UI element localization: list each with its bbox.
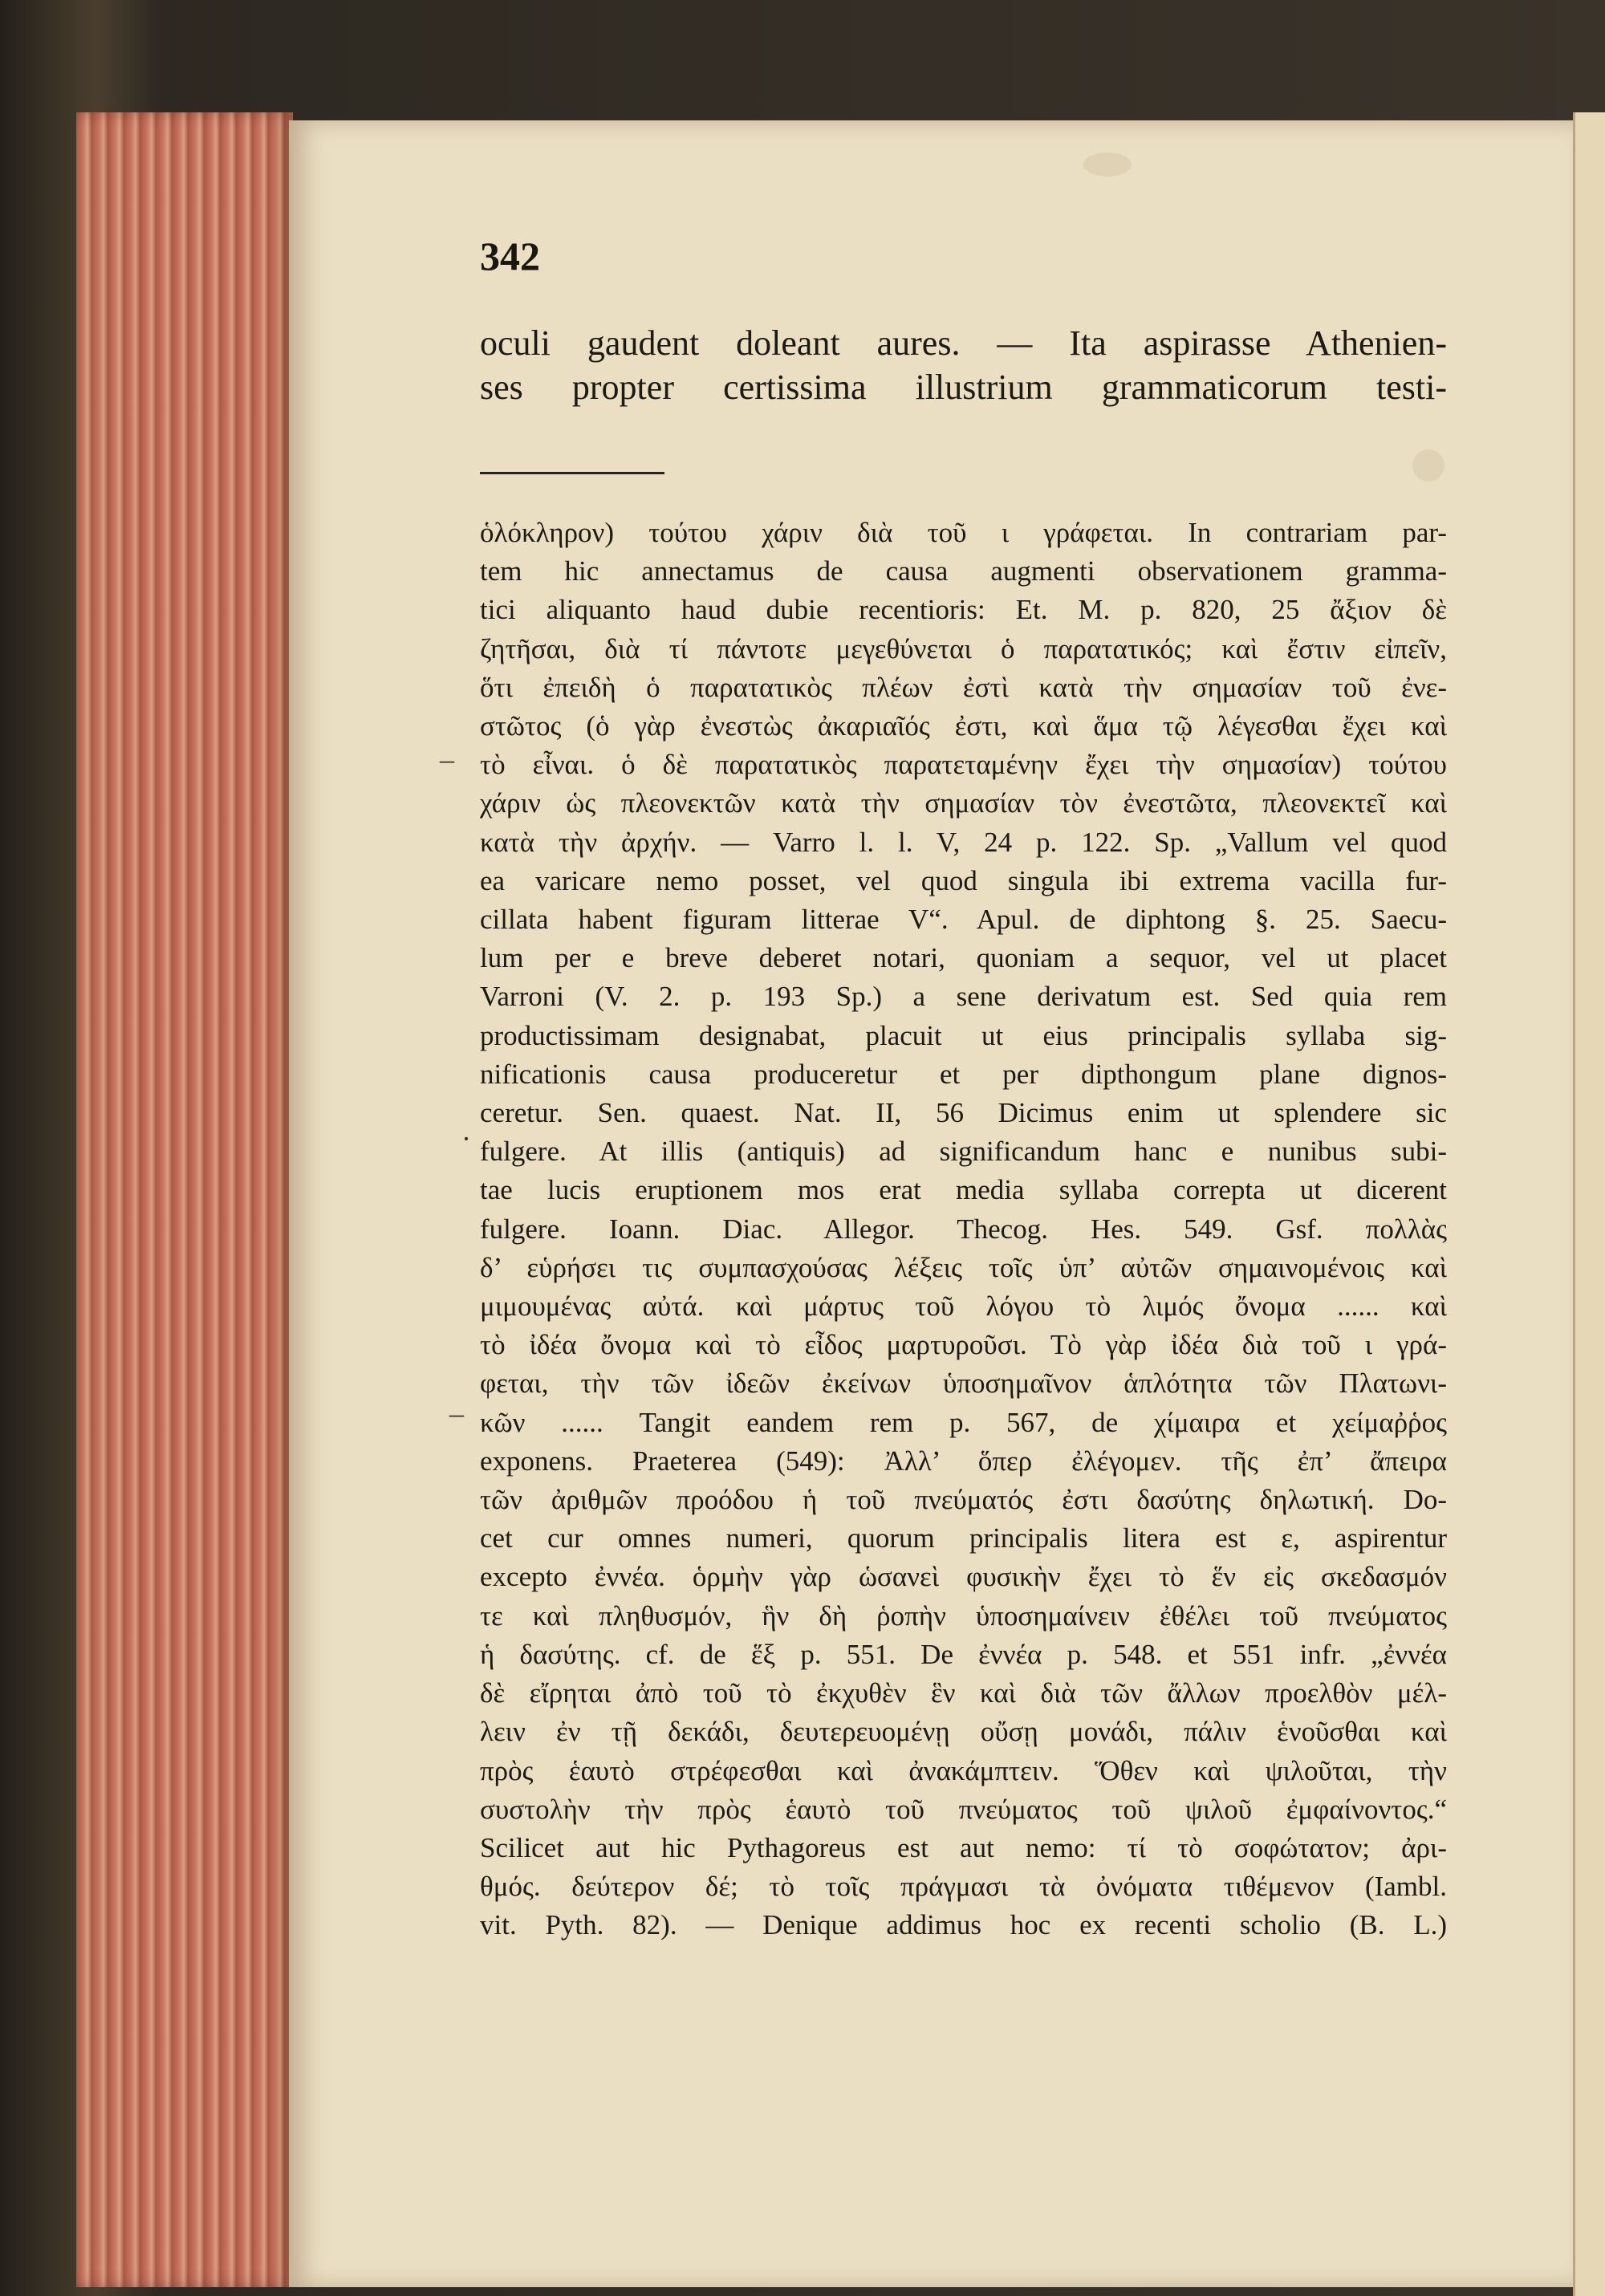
footnote-separator: [480, 472, 664, 474]
margin-dash: –: [449, 1397, 464, 1429]
footnote-line: τε καὶ πληθυσμόν, ἣν δὴ ῥοπὴν ὑποσημαίνειν ἐθέλει τοῦ πνεύματος: [480, 1599, 1447, 1632]
margin-dash: –: [440, 743, 454, 775]
footnote-line: tae lucis eruptionem mos erat media syllaba correpta ut dicerent: [480, 1174, 1447, 1206]
footnote-line: πρὸς ἑαυτὸ στρέφεσθαι καὶ ἀνακάμπτειν. Ὅθεν καὶ ψιλοῦται, τὴν: [480, 1754, 1447, 1786]
footnote-line: χάριν ὡς πλεονεκτῶν κατὰ τὴν σημασίαν τὸν ἐνεστῶτα, πλεονεκτεῖ καὶ: [480, 787, 1447, 819]
footnote-line: στῶτος (ὁ γὰρ ἐνεστὼς ἀκαριαῖός ἐστι, καὶ ἅμα τῷ λέγεσθαι ἔχει καὶ: [480, 710, 1447, 742]
book-page-edges: [76, 112, 293, 2287]
main-text: [480, 321, 1447, 409]
footnote-line: fulgere. At illis (antiquis) ad significandum hanc e nunibus subi-: [480, 1136, 1447, 1168]
margin-dash: ·: [461, 1123, 471, 1155]
footnote-line: ζητῆσαι, διὰ τί πάντοτε μεγεθύνεται ὁ παρατατικός; καὶ ἔστιν εἰπεῖν,: [480, 632, 1447, 664]
footnote-line: ὁλόκληρον) τούτου χάριν διὰ τοῦ ι γράφεται. In contrariam par-: [480, 517, 1447, 548]
footnote-line: τῶν ἀριθμῶν προόδου ἡ τοῦ πνεύματός ἐστι δασύτης δηλωτική. Do-: [480, 1484, 1447, 1516]
footnote-line: tici aliquanto haud dubie recentioris: Et. M. p. 820, 25 ἄξιον δὲ: [480, 594, 1447, 626]
footnote-line: κῶν ...... Tangit eandem rem p. 567, de χίμαιρα et χείμαῤῥος: [480, 1406, 1447, 1438]
footnote-line: cet cur omnes numeri, quorum principalis litera est ε, aspirentur: [480, 1522, 1447, 1554]
footnote-line: θμός. δεύτερον δέ; τὸ τοῖς πράγμασι τὰ ὀνόματα τιθέμενον (Iambl.: [480, 1871, 1447, 1903]
footnote-line: φεται, τὴν τῶν ἰδεῶν ἐκείνων ὑποσημαῖνον ἁπλότητα τῶν Πλατωνι-: [480, 1367, 1447, 1400]
footnote-line: ὅτι ἐπειδὴ ὁ παρατατικὸς πλέων ἐστὶ κατὰ τὴν σημασίαν τοῦ ἐνε-: [480, 671, 1447, 703]
main-text-line: ses propter certissima illustrium grammaticorum testi-: [480, 368, 1447, 407]
footnote-line: tem hic annectamus de causa augmenti observationem gramma-: [480, 555, 1447, 587]
footnote-line: Varroni (V. 2. p. 193 Sp.) a sene derivatum est. Sed quia rem: [480, 981, 1447, 1013]
footnote-line: lum per e breve deberet notari, quoniam a sequor, vel ut placet: [480, 942, 1447, 974]
facing-page-strip: [1573, 112, 1605, 2296]
footnote-line: excepto ἐννέα. ὁρμὴν γὰρ ὡσανεὶ φυσικὴν ἔχει τὸ ἕν εἰς σκεδασμόν: [480, 1561, 1447, 1593]
footnote-line: τὸ ἰδέα ὄνομα καὶ τὸ εἶδος μαρτυροῦσι. Τὸ γὰρ ἰδέα διὰ τοῦ ι γρά-: [480, 1329, 1447, 1361]
footnote-text: [480, 514, 1447, 1945]
footnote-line: λειν ἐν τῇ δεκάδι, δευτερευομένῃ οὔσῃ μονάδι, πάλιν ἑνοῦσθαι καὶ: [480, 1716, 1447, 1748]
footnote-line: κατὰ τὴν ἀρχήν. — Varro l. l. V, 24 p. 122. Sp. „Vallum vel quod: [480, 826, 1447, 858]
footnote-line: nificationis causa produceretur et per dipthongum plane dignos-: [480, 1058, 1447, 1090]
footnote-line: τὸ εἶναι. ὁ δὲ παρατατικὸς παρατεταμένην ἔχει τὴν σημασίαν) τούτου: [480, 749, 1447, 781]
paper-stain: [1412, 449, 1444, 482]
footnote-line: productissimam designabat, placuit ut eius principalis syllaba sig-: [480, 1019, 1447, 1051]
page-number: 342: [480, 234, 540, 278]
footnote-line: ἡ δασύτης. cf. de ἕξ p. 551. De ἐννέα p. 548. et 551 infr. „ἐννέα: [480, 1638, 1447, 1670]
footnote-line: exponens. Praeterea (549): Ἀλλ’ ὅπερ ἐλέγομεν. τῆς ἐπ’ ἄπειρα: [480, 1445, 1447, 1477]
footnote-line: δὲ εἴρηται ἀπὸ τοῦ τὸ ἐκχυθὲν ἓν καὶ διὰ τῶν ἄλλων προελθὸν μέλ-: [480, 1677, 1447, 1709]
footnote-line: cillata habent figuram litterae V“. Apul. de diphtong §. 25. Saecu-: [480, 904, 1447, 936]
footnote-line: ceretur. Sen. quaest. Nat. II, 56 Dicimus enim ut splendere sic: [480, 1097, 1447, 1129]
footnote-line: Scilicet aut hic Pythagoreus est aut nemo: τί τὸ σοφώτατον; ἀρι-: [480, 1831, 1447, 1863]
footnote-line: δ’ εὑρήσει τις συμπασχούσας λέξεις τοῖς ὑπ’ αὐτῶν σημαινομένοις καὶ: [480, 1251, 1447, 1283]
footnote-line: ea varicare nemo posset, vel quod singula ibi extrema vacilla fur-: [480, 864, 1447, 896]
footnote-line: συστολὴν τὴν πρὸς ἑαυτὸ τοῦ πνεύματος τοῦ ψιλοῦ ἐμφαίνοντος.“: [480, 1793, 1447, 1825]
main-text-line: oculi gaudent doleant aures. — Ita aspirasse Athenien-: [480, 323, 1447, 363]
footnote-line: vit. Pyth. 82). — Denique addimus hoc ex recenti scholio (B. L.): [480, 1909, 1447, 1941]
paper-stain: [1083, 152, 1132, 177]
footnote-line: fulgere. Ioann. Diac. Allegor. Thecog. Hes. 549. Gsf. πολλὰς: [480, 1213, 1447, 1245]
footnote-line: μιμουμένας αὐτά. καὶ μάρτυς τοῦ λόγου τὸ λιμός ὄνομα ...... καὶ: [480, 1290, 1447, 1323]
